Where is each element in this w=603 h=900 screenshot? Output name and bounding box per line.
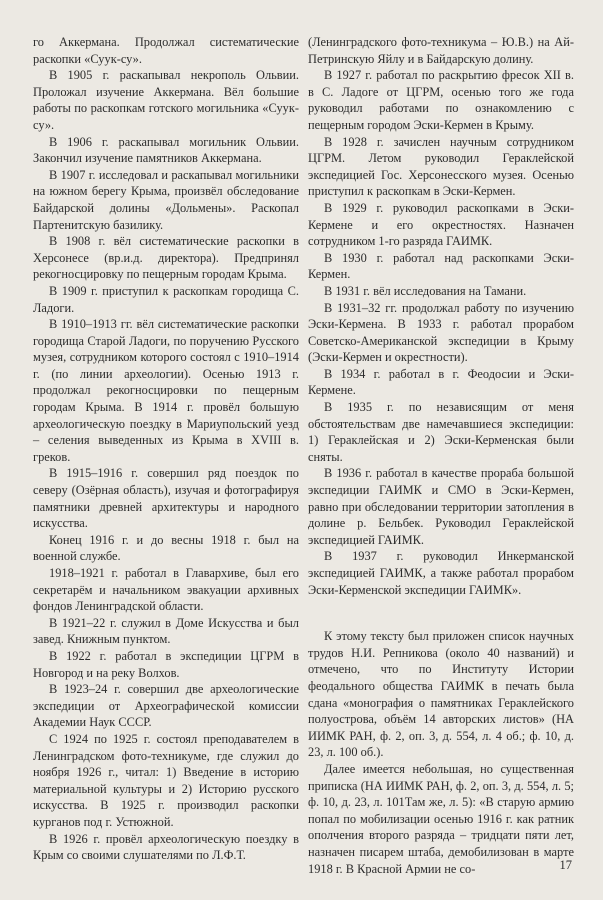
paragraph: В 1907 г. исследовал и раскапывал могильники на южном берегу Крыма, произвёл обследование Байдарской долины «Дольмены». Раскопал Партенитскую базилику. (33, 167, 299, 232)
paragraph: В 1921–22 г. служил в Доме Искусства и был завед. Книжным пунктом. (33, 615, 299, 647)
paragraph: В 1909 г. приступил к раскопкам городища С. Ладоги. (33, 283, 299, 315)
paragraph: В 1923–24 г. совершил две археологические экспедиции от Археографической комиссии Академии Наук СССР. (33, 682, 299, 730)
paragraph: В 1935 г. по независящим от меня обстоятельствам две намечавшиеся экспедиции: 1) Гераклейская и 2) Эски-Керменская были сняты. (308, 400, 574, 464)
paragraph: (Ленинградского фото-техникума – Ю.В.) на Ай-Петринскую Яйлу и в Байдарскую долину. (308, 35, 574, 66)
paragraph: В 1930 г. работал над раскопками Эски-Кермен. (308, 250, 574, 282)
page-number: 17 (559, 858, 572, 872)
paragraph: К этому тексту был приложен список научных трудов Н.И. Репникова (около 40 названий) и отмечено, что по Институту Истории феодального общества ГАИМК в печать была сдана «монография о памятниках Гераклейского полуострова, объём 14 авторских листов» (НА ИИМК РАН, ф. 2, оп. 3, д. 554, л. 4 об.; ф. 10, д. 23, л. 100 об.). (308, 629, 574, 760)
paragraph: Далее имеется небольшая, но существенная приписка (НА ИИМК РАН, ф. 2, оп. 3, д. 554, л. 5; ф. 10, д. 23, л. 101Там же, л. 5): «В старую армию попал по мобилизации осенью 1916 г. как ратник ополчения второго разряда – тридцати пяти лет, назначен писарем штаба, демобилизован в марте 1918 г. В Красной Армии не со- (308, 761, 574, 876)
paragraph: В 1908 г. вёл систематические раскопки в Херсонесе (вр.и.д. директора). Предпринял рекогносцировку по пещерным городам Крыма. (33, 234, 299, 282)
paragraph: В 1926 г. провёл археологическую поездку в Крым со своими слушателями по Л.Ф.Т. (33, 831, 299, 863)
paragraph: В 1905 г. раскапывал некрополь Ольвии. Проложал изучение Аккермана. Вёл большие работы по раскопкам готского могильника «Суук-су». (33, 68, 299, 132)
right-text-column (308, 34, 574, 877)
paragraph: В 1922 г. работал в экспедиции ЦГРМ в Новгород и на реку Волхов. (33, 648, 299, 680)
paragraph: Конец 1916 г. и до весны 1918 г. был на военной службе. (33, 532, 299, 564)
paragraph: В 1910–1913 гг. вёл систематические раскопки городища Старой Ладоги, по поручению Русского музея, сотрудником которого состоял с 1910–1914 г. (по линии археологии). Осенью 1913 г. продолжал рекогносцировки по пещерным городам Крыма. В 1914 г. провёл большую археологическую поездку в Мариупольский уезд – селения выведенных из Крыма в XVIII в. греков. (33, 317, 299, 464)
paragraph: В 1915–1916 г. совершил ряд поездок по северу (Озёрная область), изучая и фотографируя памятники древней архитектуры и народного искусства. (33, 466, 299, 531)
paragraph: В 1931–32 гг. продолжал работу по изучению Эски-Кермена. В 1933 г. работал прорабом Советско-Американской экспедиции в Крыму (Эски-Кермен и окрестности). (308, 300, 574, 365)
paragraph: С 1924 по 1925 г. состоял преподавателем в Ленинградском фото-техникуме, где служил до ноября 1926 г., читал: 1) Введение в историю материальной культуры и 2) Историю русского искусства. В 1925 г. производил раскопки курганов под г. Устюжной. (33, 731, 299, 829)
paragraph: В 1936 г. работал в качестве прораба большой экспедиции ГАИМК и СМО в Эски-Кермен, равно при обследовании территории затопления в долине р. Бельбек. Руководил Гераклейской экспедицией ГАИМК. (308, 466, 574, 547)
paragraph: В 1906 г. раскапывал могильник Ольвии. Закончил изучение памятников Аккермана. (33, 134, 299, 166)
paragraph: В 1937 г. руководил Инкерманской экспедицией ГАИМК, а также работал прорабом Эски-Керменской экспедиции ГАИМК». (308, 549, 574, 597)
paragraph: В 1934 г. работал в г. Феодосии и Эски-Кермене. (308, 366, 574, 398)
paragraph: 1918–1921 г. работал в Главархиве, был его секретарём и начальником эвакуации архивных фондов Ленинградской области. (33, 566, 299, 614)
paragraph: В 1928 г. зачислен научным сотрудником ЦГРМ. Летом руководил Гераклейской экспедицией Гос. Херсонесского музея. Осенью приступил к раскопкам в Эски-Кермен. (308, 134, 574, 199)
paragraph: В 1927 г. работал по раскрытию фресок XII в. в С. Ладоге от ЦГРМ, осенью того же года руководил работами по ознакомлению с пещерным городом Эски-Кермен в Крыму. (308, 68, 574, 132)
paragraph: В 1929 г. руководил раскопками в Эски-Кермене и его окрестностях. Назначен сотрудником 1-го разряда ГАИМК. (308, 200, 574, 249)
paragraph: В 1931 г. вёл исследования на Тамани. (324, 283, 527, 298)
paragraph: го Аккермана. Продолжал систематические раскопки «Суук-су». (33, 35, 299, 66)
left-text-column (33, 34, 299, 864)
